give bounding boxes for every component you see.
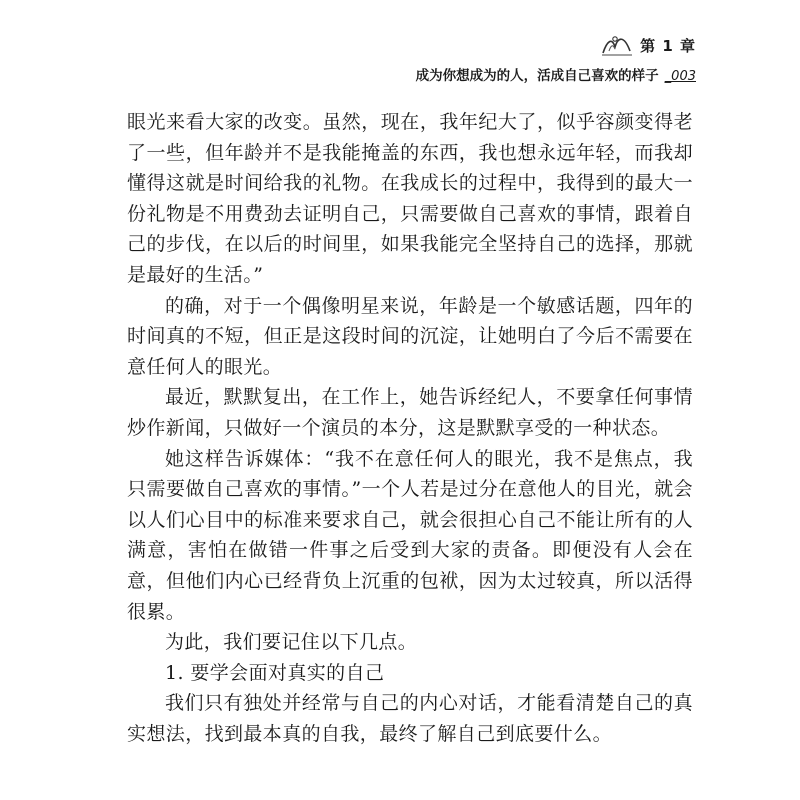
chapter-subtitle: 成为你想成为的人，活成自己喜欢的样子 (415, 68, 659, 84)
paragraph: 的确，对于一个偶像明星来说，年龄是一个敏感话题，四年的时间真的不短，但正是这段时间的沉淀，让她明白了今后不需要在意任何人的眼光。 (127, 294, 693, 378)
chapter-row (416, 30, 696, 60)
body-text (127, 107, 693, 749)
running-header (416, 30, 696, 84)
paragraph: 为此，我们要记住以下几点。 (165, 631, 418, 654)
subtitle-row (416, 64, 696, 84)
paragraph: 最近，默默复出，在工作上，她告诉经纪人，不要拿任何事情炒作新闻，只做好一个演员的本分，这是默默享受的一种状态。 (127, 386, 693, 439)
section-heading: 1. 要学会面对真实的自己 (165, 661, 385, 684)
page-number: _003 (664, 69, 696, 84)
chapter-title: 第 1 章 (640, 36, 696, 55)
paragraph: 眼光来看大家的改变。虽然，现在，我年纪大了，似乎容颜变得老了一些，但年龄并不是我能掩盖的东西，我也想永远年轻，而我却懂得这就是时间给我的礼物。在我成长的过程中，我得到的最大一份礼物是不用费劲去证明自己，只需要做自己喜欢的事情，跟着自己的步伐，在以后的时间里，如果我能完全坚持自己的选择，那就是最好的生活。” (127, 111, 693, 286)
chapter-ornament-icon (600, 32, 634, 58)
paragraph: 我们只有独处并经常与自己的内心对话，才能看清楚自己的真实想法，找到最本真的自我，最终了解自己到底要什么。 (127, 692, 693, 745)
paragraph: 她这样告诉媒体：“我不在意任何人的眼光，我不是焦点，我只需要做自己喜欢的事情。”一个人若是过分在意他人的目光，就会以人们心目中的标准来要求自己，就会很担心自己不能让所有的人满意，害怕在做错一件事之后受到大家的责备。即便没有人会在意，但他们内心已经背负上沉重的包袱，因为太过较真，所以活得很累。 (127, 447, 693, 623)
